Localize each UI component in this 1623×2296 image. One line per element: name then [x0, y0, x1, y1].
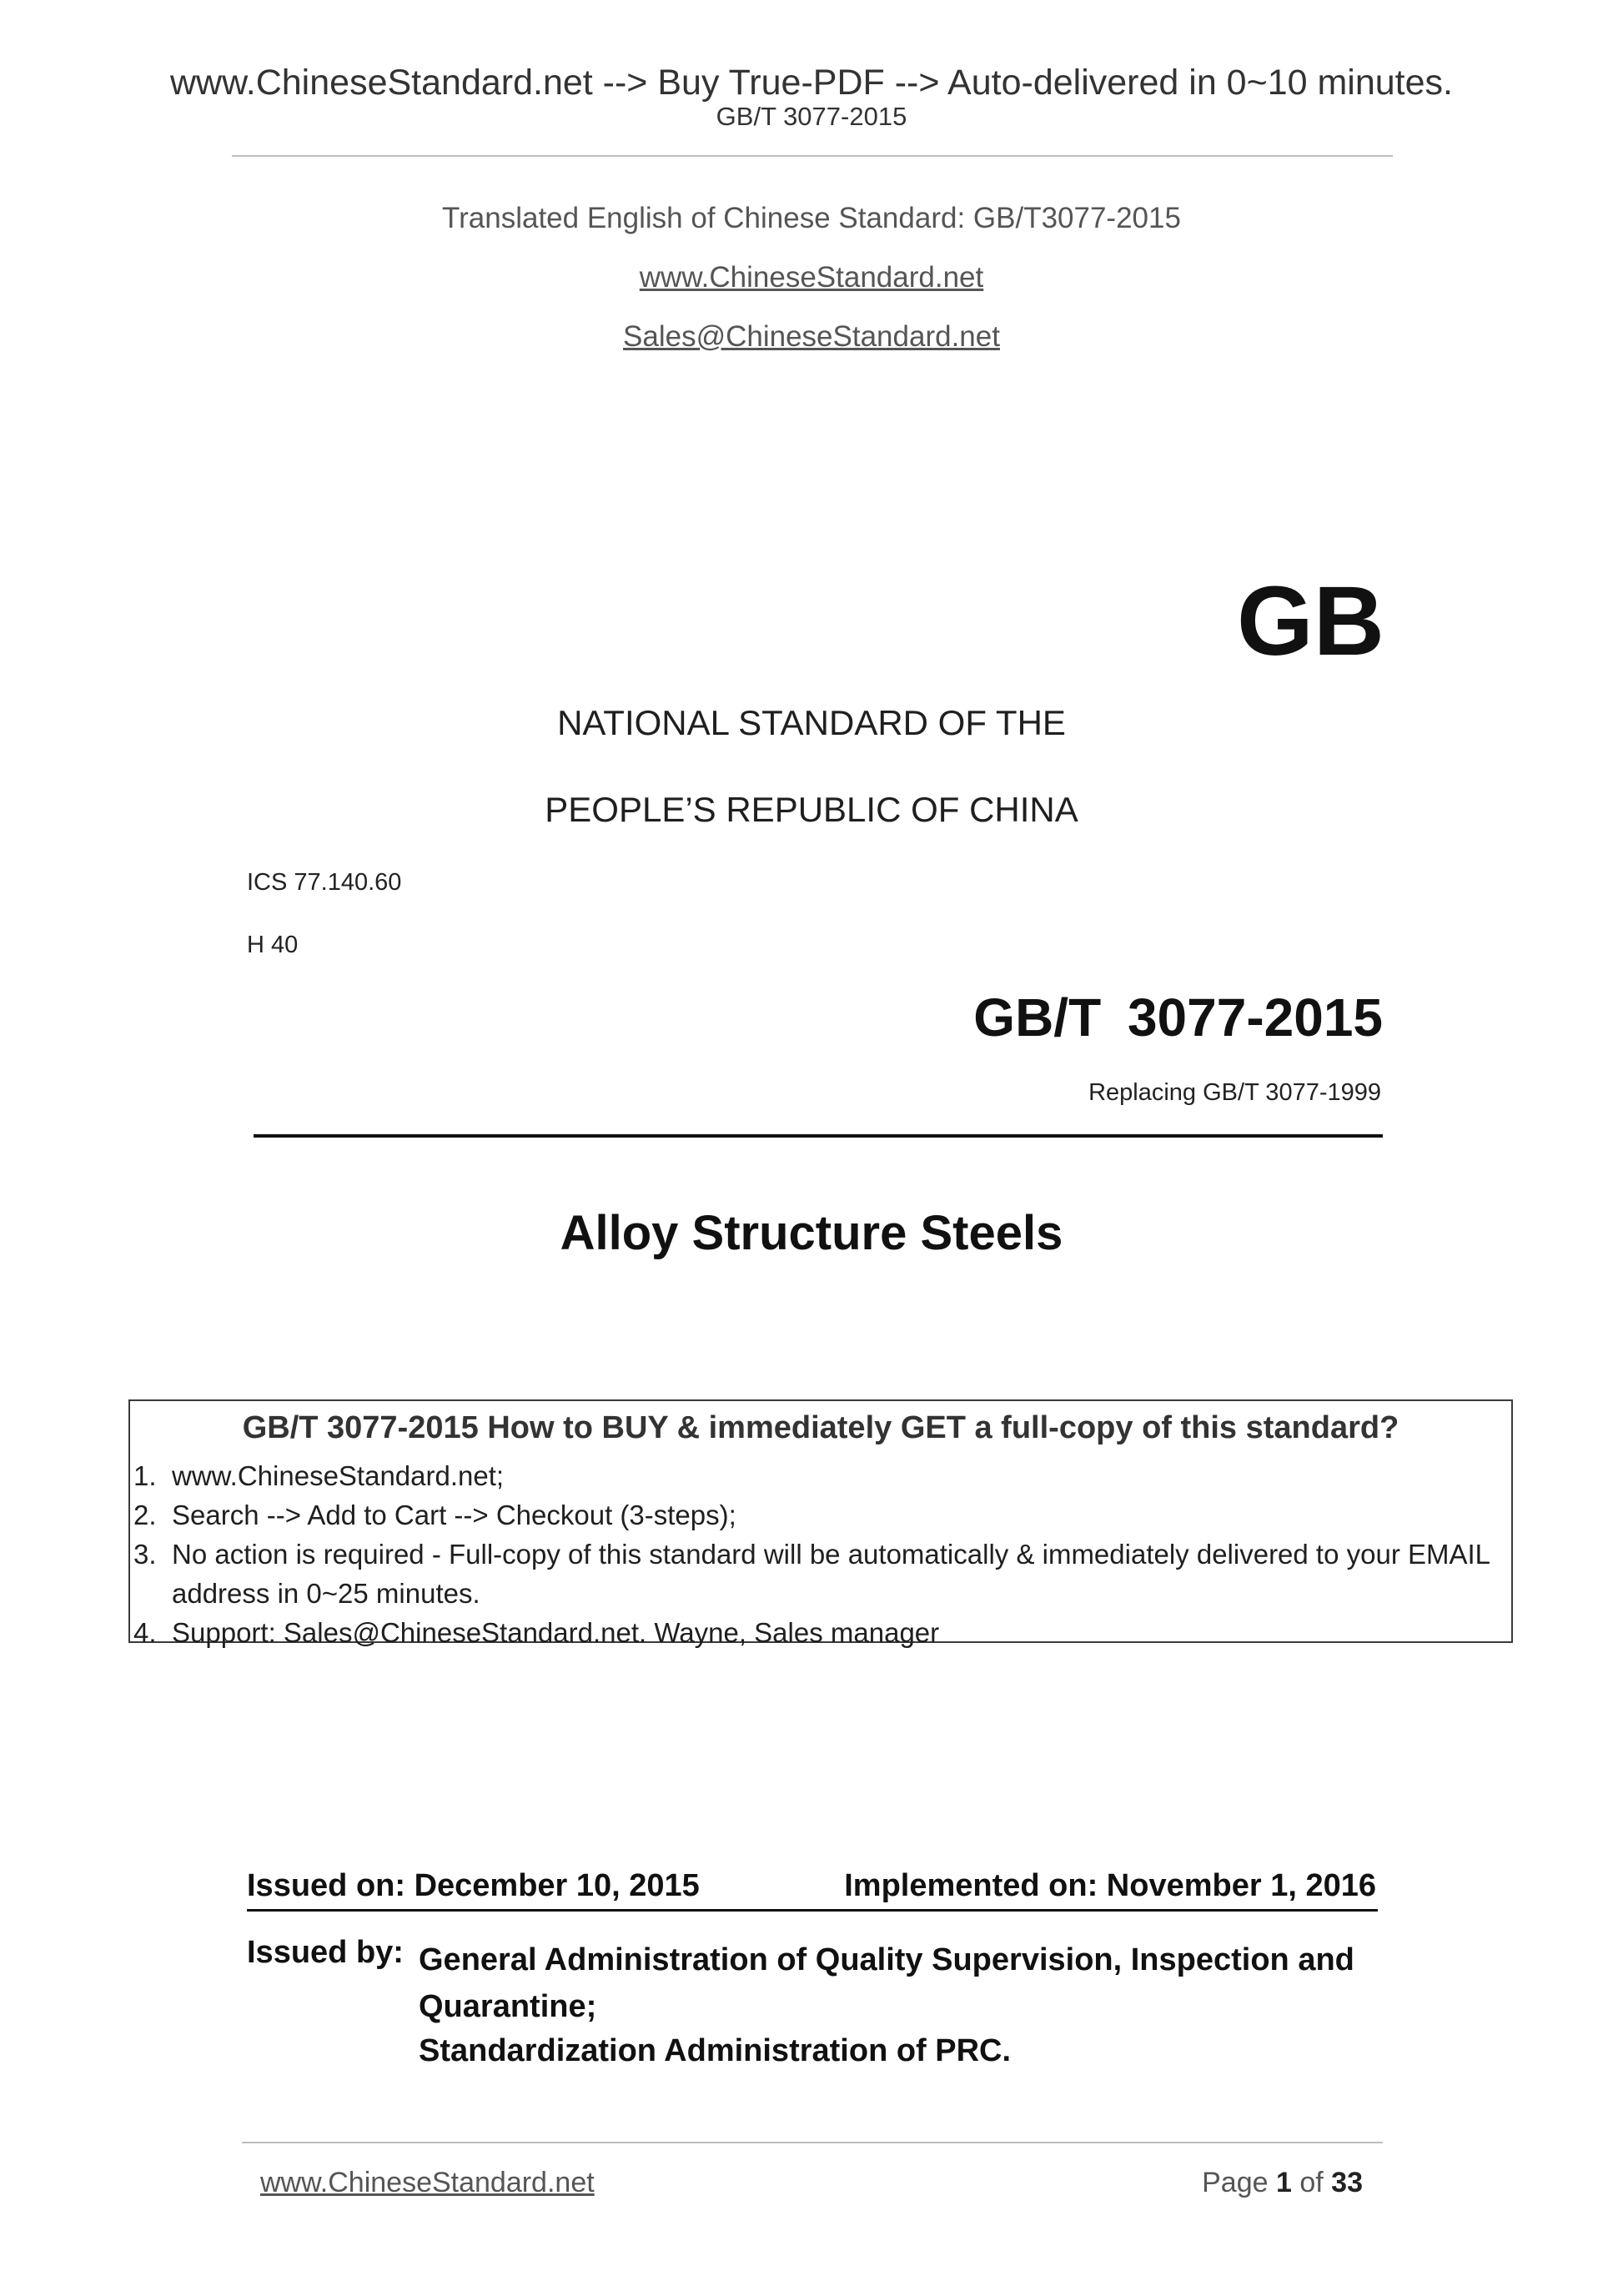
replacing-note: Replacing GB/T 3077-1999 — [1088, 1079, 1381, 1106]
list-item: 1. www.ChineseStandard.net; — [133, 1460, 505, 1491]
how-to-buy-heading: GB/T 3077-2015 How to BUY & immediately GET a full-copy of this standard? — [242, 1410, 1399, 1445]
site-link[interactable]: www.ChineseStandard.net — [639, 261, 984, 294]
gb-mark: GB — [1237, 566, 1384, 676]
national-standard-line: NATIONAL STANDARD OF THE — [557, 703, 1066, 742]
title-divider — [254, 1134, 1383, 1138]
header-divider — [232, 155, 1393, 157]
standard-number: GB/T 3077-2015 — [973, 987, 1383, 1048]
page-indicator: Page 1 of 33 — [1202, 2167, 1363, 2198]
header-doc-code: GB/T 3077-2015 — [716, 102, 907, 131]
footer-site-link[interactable]: www.ChineseStandard.net — [260, 2167, 595, 2198]
issuer-secondary: Standardization Administration of PRC. — [419, 2033, 1012, 2068]
list-item: 2. Search --> Add to Cart --> Checkout (3-steps); — [133, 1500, 736, 1530]
issuer-primary: General Administration of Quality Supervision, Inspection and Quarantine; — [419, 1942, 1354, 2024]
email-link[interactable]: Sales@ChineseStandard.net — [623, 320, 1000, 353]
how-to-buy-box — [128, 1399, 1513, 1648]
list-item: 4. Support: Sales@ChineseStandard.net. Wayne, Sales manager — [133, 1617, 940, 1648]
document-title: Alloy Structure Steels — [560, 1206, 1063, 1260]
issued-on: Issued on: December 10, 2015 — [247, 1868, 700, 1903]
ics-code: ICS 77.140.60 — [247, 869, 402, 896]
how-to-buy-list — [130, 1456, 1511, 1652]
translated-line: Translated English of Chinese Standard: GB/T3077-2015 — [442, 202, 1181, 234]
prc-line: PEOPLE’S REPUBLIC OF CHINA — [545, 790, 1078, 829]
issue-divider — [247, 1909, 1378, 1912]
site-link-row — [0, 263, 1623, 292]
issued-by-label: Issued by: — [247, 1935, 404, 1970]
page-total: 33 — [1331, 2167, 1363, 2198]
email-link-row — [0, 322, 1623, 351]
list-item: 3. No action is required - Full-copy of this standard will be automatically & immediately delivered to your EMAIL address in 0~25 minutes. — [133, 1539, 1490, 1609]
top-banner: www.ChineseStandard.net --> Buy True-PDF --> Auto-delivered in 0~10 minutes. — [169, 63, 1453, 103]
implemented-on: Implemented on: November 1, 2016 — [844, 1868, 1376, 1903]
h-code: H 40 — [247, 932, 299, 958]
page-current: 1 — [1275, 2167, 1292, 2198]
footer-divider — [242, 2142, 1383, 2143]
